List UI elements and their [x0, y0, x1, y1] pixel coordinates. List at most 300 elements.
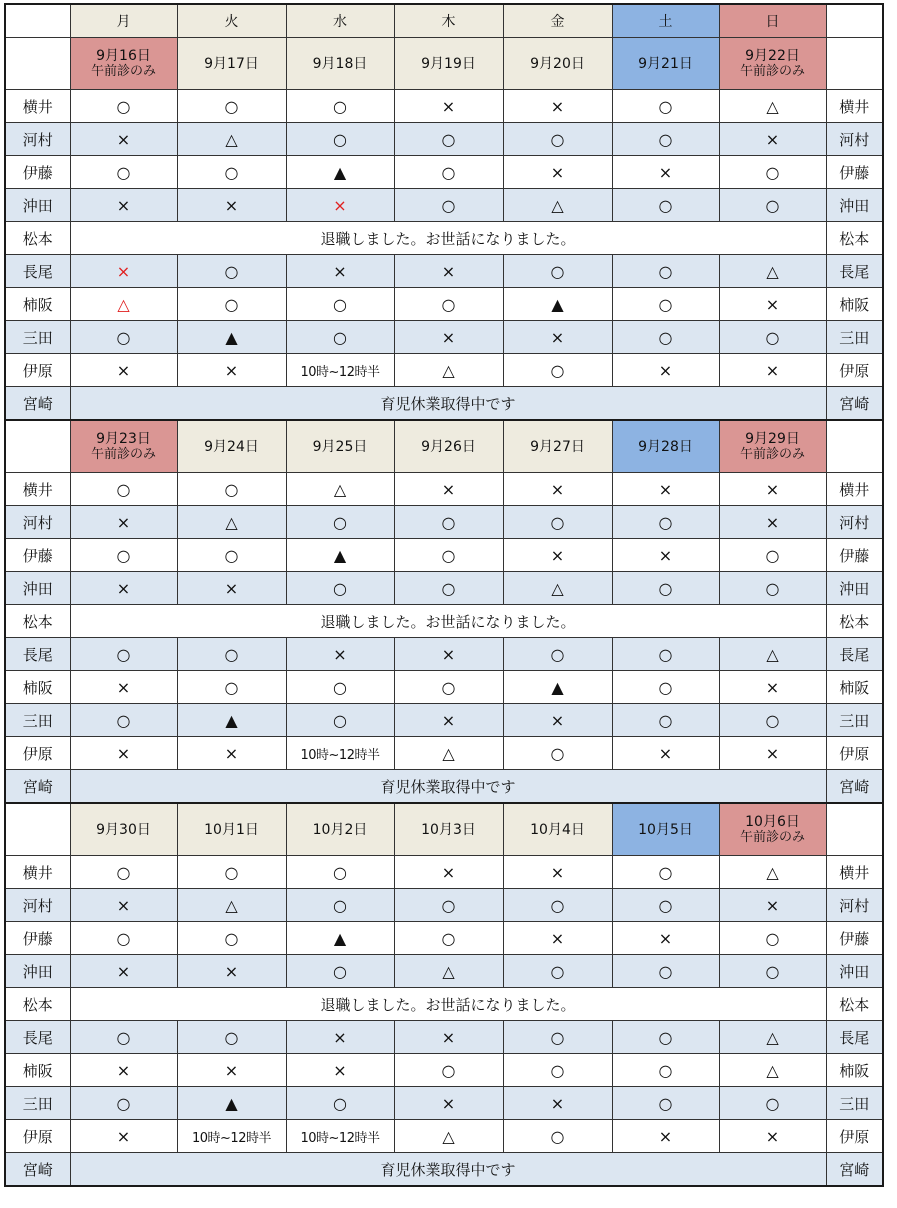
staff-name-right: 松本	[826, 222, 883, 255]
available-mark: ○	[70, 156, 177, 189]
unavailable-mark: ×	[286, 1021, 394, 1054]
available-mark: ○	[612, 123, 719, 156]
date-label: 10月1日	[204, 821, 259, 838]
staff-name-right: 河村	[826, 889, 883, 922]
unavailable-mark: ×	[503, 539, 612, 572]
staff-name-left: 横井	[5, 90, 70, 123]
date-cell	[612, 38, 719, 90]
available-mark: ○	[286, 572, 394, 605]
unavailable-mark: ×	[177, 737, 286, 770]
available-mark: ○	[177, 156, 286, 189]
partial-mark: △	[719, 255, 826, 288]
date-label: 9月29日	[745, 431, 800, 447]
unavailable-mark: ×	[394, 856, 503, 889]
available-mark: ○	[394, 572, 503, 605]
staff-name-left: 沖田	[5, 572, 70, 605]
staff-name-left: 三田	[5, 321, 70, 354]
staff-row	[5, 704, 883, 737]
date-cell	[719, 38, 826, 90]
staff-row	[5, 1120, 883, 1153]
available-mark: ○	[719, 189, 826, 222]
date-label: 9月28日	[638, 438, 693, 455]
unavailable-mark: ×	[719, 354, 826, 387]
unavailable-mark: ×	[394, 255, 503, 288]
staff-name-left: 河村	[5, 123, 70, 156]
staff-name-left: 河村	[5, 506, 70, 539]
staff-name-left: 横井	[5, 856, 70, 889]
unavailable-mark: ×	[286, 1054, 394, 1087]
staff-row	[5, 123, 883, 156]
staff-name-left: 宮崎	[5, 1153, 70, 1187]
available-mark: ○	[719, 955, 826, 988]
staff-name-right: 河村	[826, 123, 883, 156]
staff-name-left: 河村	[5, 889, 70, 922]
corner-cell-right	[826, 4, 883, 38]
staff-row	[5, 189, 883, 222]
unavailable-mark: ×	[286, 638, 394, 671]
unavailable-mark: ×	[719, 473, 826, 506]
available-mark: ○	[394, 156, 503, 189]
staff-row	[5, 354, 883, 387]
unavailable-mark: ×	[394, 638, 503, 671]
unavailable-mark: ×	[719, 671, 826, 704]
partial-mark: △	[177, 889, 286, 922]
status-message: 退職しました。お世話になりました。	[70, 988, 826, 1021]
staff-name-right: 伊藤	[826, 922, 883, 955]
staff-name-left: 宮崎	[5, 770, 70, 804]
date-row	[5, 803, 883, 856]
partial-mark: △	[503, 572, 612, 605]
date-note: 午前診のみ	[90, 447, 156, 462]
staff-name-right: 伊原	[826, 354, 883, 387]
partial-mark: △	[286, 473, 394, 506]
available-mark: ○	[612, 572, 719, 605]
staff-row	[5, 539, 883, 572]
date-label: 9月26日	[421, 438, 476, 455]
available-mark: ○	[286, 321, 394, 354]
available-mark: ○	[503, 889, 612, 922]
staff-name-right: 河村	[826, 506, 883, 539]
staff-name-right: 長尾	[826, 638, 883, 671]
available-mark: ○	[612, 321, 719, 354]
partial-mark: △	[503, 189, 612, 222]
date-label: 9月16日	[96, 48, 151, 64]
available-mark: ○	[177, 856, 286, 889]
available-mark: ○	[286, 1087, 394, 1120]
staff-name-left: 松本	[5, 988, 70, 1021]
date-cell	[503, 38, 612, 90]
available-mark: ○	[612, 638, 719, 671]
weekday-header: 金	[503, 4, 612, 38]
staff-row	[5, 156, 883, 189]
staff-name-right: 伊原	[826, 1120, 883, 1153]
available-mark: ○	[286, 671, 394, 704]
available-mark: ○	[70, 90, 177, 123]
date-label: 9月25日	[312, 438, 368, 455]
available-mark: ○	[394, 922, 503, 955]
staff-name-right: 柿阪	[826, 1054, 883, 1087]
available-mark: ○	[177, 473, 286, 506]
unavailable-mark: ×	[612, 539, 719, 572]
available-mark: ○	[394, 288, 503, 321]
unavailable-mark: ×	[719, 288, 826, 321]
staff-name-left: 伊藤	[5, 922, 70, 955]
staff-name-right: 三田	[826, 1087, 883, 1120]
staff-name-right: 柿阪	[826, 671, 883, 704]
staff-name-right: 横井	[826, 90, 883, 123]
unavailable-mark: ×	[70, 1054, 177, 1087]
staff-name-left: 宮崎	[5, 387, 70, 421]
staff-name-left: 沖田	[5, 189, 70, 222]
staff-row	[5, 737, 883, 770]
date-row	[5, 420, 883, 473]
time-range-text: 10時~12時半	[286, 354, 394, 387]
date-cell	[177, 420, 286, 473]
staff-row	[5, 572, 883, 605]
date-cell	[719, 803, 826, 856]
staff-name-left: 伊藤	[5, 539, 70, 572]
date-note: 午前診のみ	[90, 64, 156, 79]
partial-mark: △	[394, 1120, 503, 1153]
available-mark: ○	[177, 90, 286, 123]
unavailable-mark: ×	[70, 889, 177, 922]
staff-name-left: 柿阪	[5, 1054, 70, 1087]
staff-row	[5, 889, 883, 922]
available-mark: ○	[286, 288, 394, 321]
available-mark: ○	[612, 889, 719, 922]
date-label: 9月22日	[745, 48, 800, 64]
available-mark: ○	[719, 321, 826, 354]
limited-mark: ▲	[503, 288, 612, 321]
unavailable-mark: ×	[286, 189, 394, 222]
available-mark: ○	[719, 156, 826, 189]
date-label: 10月6日	[745, 814, 800, 830]
partial-mark: △	[394, 354, 503, 387]
date-label: 9月19日	[421, 55, 476, 72]
staff-name-left: 沖田	[5, 955, 70, 988]
partial-mark: △	[719, 856, 826, 889]
available-mark: ○	[70, 1087, 177, 1120]
date-cell	[70, 420, 177, 473]
unavailable-mark: ×	[503, 473, 612, 506]
unavailable-mark: ×	[719, 123, 826, 156]
unavailable-mark: ×	[177, 354, 286, 387]
weekday-header: 火	[177, 4, 286, 38]
date-label: 9月27日	[530, 438, 585, 455]
date-cell	[286, 803, 394, 856]
staff-row	[5, 1021, 883, 1054]
available-mark: ○	[177, 922, 286, 955]
weekday-header: 月	[70, 4, 177, 38]
staff-name-right: 沖田	[826, 189, 883, 222]
staff-row	[5, 955, 883, 988]
date-note: 午前診のみ	[739, 64, 805, 79]
date-cell	[70, 38, 177, 90]
staff-name-left: 三田	[5, 704, 70, 737]
unavailable-mark: ×	[719, 889, 826, 922]
weekday-header: 土	[612, 4, 719, 38]
staff-name-right: 横井	[826, 473, 883, 506]
available-mark: ○	[503, 123, 612, 156]
unavailable-mark: ×	[503, 1087, 612, 1120]
staff-name-left: 伊原	[5, 354, 70, 387]
unavailable-mark: ×	[503, 922, 612, 955]
staff-row	[5, 638, 883, 671]
staff-name-right: 柿阪	[826, 288, 883, 321]
unavailable-mark: ×	[70, 354, 177, 387]
staff-row	[5, 473, 883, 506]
available-mark: ○	[286, 90, 394, 123]
staff-row	[5, 506, 883, 539]
available-mark: ○	[70, 473, 177, 506]
unavailable-mark: ×	[503, 90, 612, 123]
partial-mark: △	[394, 737, 503, 770]
available-mark: ○	[719, 922, 826, 955]
date-label: 9月30日	[96, 821, 151, 838]
available-mark: ○	[612, 1087, 719, 1120]
unavailable-mark: ×	[503, 321, 612, 354]
available-mark: ○	[503, 955, 612, 988]
date-label: 10月3日	[421, 821, 476, 838]
date-row-spacer-left	[5, 803, 70, 856]
date-row-spacer-right	[826, 803, 883, 856]
available-mark: ○	[286, 889, 394, 922]
available-mark: ○	[394, 671, 503, 704]
staff-row	[5, 288, 883, 321]
available-mark: ○	[612, 90, 719, 123]
status-message: 退職しました。お世話になりました。	[70, 222, 826, 255]
available-mark: ○	[177, 1021, 286, 1054]
staff-name-right: 松本	[826, 605, 883, 638]
weekday-header: 木	[394, 4, 503, 38]
staff-name-right: 横井	[826, 856, 883, 889]
date-row	[5, 38, 883, 90]
unavailable-mark: ×	[612, 737, 719, 770]
date-cell	[394, 38, 503, 90]
staff-row	[5, 770, 883, 804]
available-mark: ○	[394, 123, 503, 156]
available-mark: ○	[394, 539, 503, 572]
date-cell	[70, 803, 177, 856]
unavailable-mark: ×	[70, 1120, 177, 1153]
available-mark: ○	[612, 1021, 719, 1054]
date-label: 9月21日	[638, 55, 693, 72]
available-mark: ○	[719, 539, 826, 572]
staff-name-right: 沖田	[826, 572, 883, 605]
staff-name-left: 伊藤	[5, 156, 70, 189]
date-label: 10月4日	[530, 821, 585, 838]
staff-name-left: 伊原	[5, 737, 70, 770]
unavailable-mark: ×	[70, 255, 177, 288]
status-message: 育児休業取得中です	[70, 387, 826, 421]
unavailable-mark: ×	[70, 671, 177, 704]
unavailable-mark: ×	[612, 354, 719, 387]
unavailable-mark: ×	[286, 255, 394, 288]
available-mark: ○	[70, 539, 177, 572]
available-mark: ○	[503, 506, 612, 539]
staff-name-left: 三田	[5, 1087, 70, 1120]
staff-name-left: 伊原	[5, 1120, 70, 1153]
date-label: 10月5日	[638, 821, 693, 838]
available-mark: ○	[612, 506, 719, 539]
time-range-text: 10時~12時半	[286, 1120, 394, 1153]
available-mark: ○	[612, 955, 719, 988]
staff-row	[5, 1153, 883, 1187]
unavailable-mark: ×	[612, 156, 719, 189]
unavailable-mark: ×	[70, 189, 177, 222]
available-mark: ○	[612, 856, 719, 889]
available-mark: ○	[503, 1120, 612, 1153]
weekday-header: 日	[719, 4, 826, 38]
unavailable-mark: ×	[394, 1021, 503, 1054]
date-label: 9月17日	[204, 55, 259, 72]
unavailable-mark: ×	[503, 704, 612, 737]
available-mark: ○	[612, 288, 719, 321]
available-mark: ○	[503, 354, 612, 387]
date-cell	[286, 38, 394, 90]
available-mark: ○	[612, 1054, 719, 1087]
date-label: 10月2日	[312, 821, 368, 838]
staff-schedule-table	[4, 3, 884, 1187]
limited-mark: ▲	[177, 321, 286, 354]
unavailable-mark: ×	[394, 1087, 503, 1120]
time-range-text: 10時~12時半	[177, 1120, 286, 1153]
staff-name-left: 柿阪	[5, 671, 70, 704]
unavailable-mark: ×	[394, 473, 503, 506]
available-mark: ○	[70, 1021, 177, 1054]
available-mark: ○	[286, 506, 394, 539]
available-mark: ○	[394, 1054, 503, 1087]
date-cell	[394, 420, 503, 473]
staff-name-right: 宮崎	[826, 1153, 883, 1187]
available-mark: ○	[286, 955, 394, 988]
unavailable-mark: ×	[394, 321, 503, 354]
available-mark: ○	[286, 123, 394, 156]
date-row-spacer-left	[5, 38, 70, 90]
limited-mark: ▲	[177, 704, 286, 737]
available-mark: ○	[286, 704, 394, 737]
staff-name-right: 長尾	[826, 255, 883, 288]
unavailable-mark: ×	[503, 156, 612, 189]
available-mark: ○	[394, 189, 503, 222]
staff-row	[5, 856, 883, 889]
staff-name-right: 伊原	[826, 737, 883, 770]
staff-row	[5, 922, 883, 955]
available-mark: ○	[612, 255, 719, 288]
available-mark: ○	[612, 704, 719, 737]
unavailable-mark: ×	[177, 572, 286, 605]
date-label: 9月23日	[96, 431, 151, 447]
staff-row	[5, 988, 883, 1021]
staff-name-right: 伊藤	[826, 156, 883, 189]
unavailable-mark: ×	[612, 1120, 719, 1153]
limited-mark: ▲	[286, 156, 394, 189]
limited-mark: ▲	[286, 539, 394, 572]
staff-name-right: 長尾	[826, 1021, 883, 1054]
date-label: 9月18日	[312, 55, 368, 72]
date-cell	[286, 420, 394, 473]
staff-row	[5, 387, 883, 421]
staff-name-right: 宮崎	[826, 770, 883, 804]
available-mark: ○	[719, 704, 826, 737]
staff-name-right: 宮崎	[826, 387, 883, 421]
date-note: 午前診のみ	[739, 830, 805, 845]
date-label: 9月24日	[204, 438, 259, 455]
staff-row	[5, 1054, 883, 1087]
date-row-spacer-left	[5, 420, 70, 473]
unavailable-mark: ×	[70, 737, 177, 770]
available-mark: ○	[719, 572, 826, 605]
staff-row	[5, 1087, 883, 1120]
date-row-spacer-right	[826, 38, 883, 90]
available-mark: ○	[70, 638, 177, 671]
unavailable-mark: ×	[394, 704, 503, 737]
staff-name-left: 横井	[5, 473, 70, 506]
partial-mark: △	[719, 1054, 826, 1087]
date-cell	[612, 420, 719, 473]
staff-row	[5, 222, 883, 255]
staff-name-left: 松本	[5, 605, 70, 638]
status-message: 育児休業取得中です	[70, 1153, 826, 1187]
partial-mark: △	[177, 506, 286, 539]
date-note: 午前診のみ	[739, 447, 805, 462]
available-mark: ○	[70, 704, 177, 737]
available-mark: ○	[503, 1054, 612, 1087]
status-message: 退職しました。お世話になりました。	[70, 605, 826, 638]
staff-row	[5, 255, 883, 288]
available-mark: ○	[70, 856, 177, 889]
unavailable-mark: ×	[70, 506, 177, 539]
staff-name-right: 沖田	[826, 955, 883, 988]
unavailable-mark: ×	[70, 955, 177, 988]
available-mark: ○	[503, 1021, 612, 1054]
unavailable-mark: ×	[612, 473, 719, 506]
unavailable-mark: ×	[70, 572, 177, 605]
staff-name-right: 三田	[826, 704, 883, 737]
limited-mark: ▲	[177, 1087, 286, 1120]
staff-name-left: 柿阪	[5, 288, 70, 321]
available-mark: ○	[70, 922, 177, 955]
date-cell	[177, 803, 286, 856]
unavailable-mark: ×	[394, 90, 503, 123]
staff-name-right: 伊藤	[826, 539, 883, 572]
limited-mark: ▲	[286, 922, 394, 955]
date-cell	[719, 420, 826, 473]
available-mark: ○	[612, 671, 719, 704]
staff-name-left: 長尾	[5, 255, 70, 288]
staff-name-right: 三田	[826, 321, 883, 354]
partial-mark: △	[719, 90, 826, 123]
unavailable-mark: ×	[177, 1054, 286, 1087]
weekday-header-row	[5, 4, 883, 38]
unavailable-mark: ×	[719, 506, 826, 539]
staff-name-left: 松本	[5, 222, 70, 255]
available-mark: ○	[612, 189, 719, 222]
partial-mark: △	[70, 288, 177, 321]
unavailable-mark: ×	[612, 922, 719, 955]
unavailable-mark: ×	[177, 955, 286, 988]
date-cell	[503, 803, 612, 856]
corner-cell-left	[5, 4, 70, 38]
staff-row	[5, 605, 883, 638]
available-mark: ○	[719, 1087, 826, 1120]
staff-row	[5, 321, 883, 354]
unavailable-mark: ×	[719, 737, 826, 770]
date-row-spacer-right	[826, 420, 883, 473]
staff-name-right: 松本	[826, 988, 883, 1021]
date-cell	[177, 38, 286, 90]
available-mark: ○	[70, 321, 177, 354]
